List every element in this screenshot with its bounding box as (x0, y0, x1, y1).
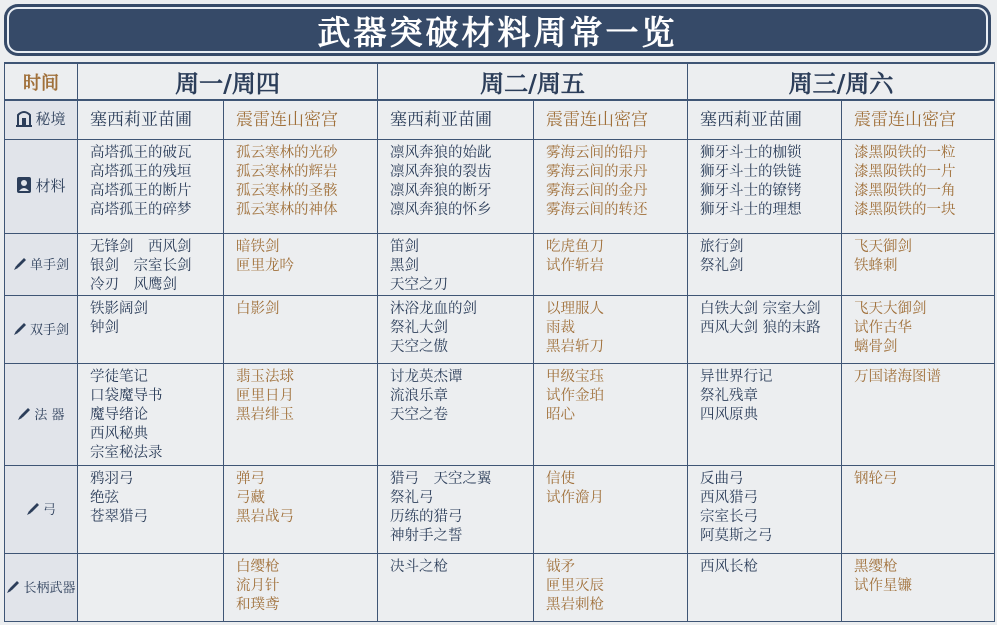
weapon-list (78, 364, 224, 466)
weapon-list (224, 554, 378, 622)
item-text: 冷刃 风鹰剑 (90, 277, 177, 293)
weapon-list (224, 466, 378, 554)
item-text: 四风原典 (700, 407, 759, 423)
material-list (534, 140, 688, 234)
weapon-label-cell (5, 296, 78, 364)
weapon-list (688, 296, 842, 364)
weapon-list (842, 554, 995, 622)
item-text: 白缨枪 (236, 559, 280, 575)
item-text: 匣里龙吟 (236, 258, 294, 274)
item-text: 讨龙英杰谭 (390, 369, 463, 385)
item-text: 祭礼大剑 (390, 320, 449, 336)
item-text: 孤云寒林的圣骸 (236, 183, 338, 199)
header-row (5, 63, 995, 100)
item-text: 试作古华 (854, 320, 913, 336)
material-list (78, 140, 224, 234)
material-list (378, 140, 534, 234)
item-text: 宗室秘法录 (90, 445, 163, 461)
weapon-list (534, 296, 688, 364)
page-title: 武器突破材料周常一览 (317, 12, 678, 52)
item-text: 弓藏 (236, 490, 265, 506)
item-text: 异世界行记 (700, 369, 773, 385)
item-text: 漆黑陨铁的一粒 (854, 145, 956, 161)
item-text: 银剑 宗室长剑 (90, 258, 192, 274)
item-text: 阿莫斯之弓 (700, 528, 773, 544)
weapon-list (688, 364, 842, 466)
weapon-row-claymore (5, 296, 995, 364)
item-text: 高塔孤王的断片 (90, 183, 192, 199)
item-text: 西风秘典 (90, 426, 148, 442)
weapon-type-label: 双手剑 (29, 323, 69, 339)
weapon-list (378, 364, 534, 466)
weapon-type-label: 法 器 (34, 408, 65, 424)
item-text: 飞天御剑 (854, 239, 913, 255)
door-icon (16, 109, 32, 127)
item-text: 西风大剑 狼的末路 (700, 320, 821, 336)
item-text: 凛风奔狼的断牙 (390, 183, 492, 199)
item-text: 铁蜂刺 (854, 258, 898, 274)
item-text: 祭礼弓 (390, 490, 434, 506)
item-text: 孤云寒林的神体 (236, 202, 338, 218)
item-text: 雾海云间的汞丹 (546, 164, 648, 180)
item-text: 学徒笔记 (90, 369, 148, 385)
weapon-type-label: 长柄武器 (23, 581, 76, 597)
item-text: 试作星镰 (854, 578, 913, 594)
weapon-list (842, 296, 995, 364)
weapon-list (224, 234, 378, 296)
day-header-3: 周三/周六 (688, 63, 995, 100)
material-list (224, 140, 378, 234)
item-text: 黑岩刺枪 (546, 597, 605, 613)
claymore-icon (13, 322, 27, 336)
item-text: 铁影阔剑 (90, 301, 148, 317)
realm-name: 塞西莉亚苗圃 (378, 100, 534, 140)
realm-name: 震雷连山密宫 (842, 100, 995, 140)
catalyst-icon (17, 407, 31, 421)
item-text: 信使 (546, 471, 576, 487)
time-label: 时间 (5, 63, 78, 100)
realm-name: 塞西莉亚苗圃 (688, 100, 842, 140)
item-text: 雾海云间的铅丹 (546, 145, 648, 161)
item-text: 以理服人 (546, 301, 605, 317)
weapon-list (224, 364, 378, 466)
weapon-row-sword (5, 234, 995, 296)
material-list (842, 140, 995, 234)
day-header-2: 周二/周五 (378, 63, 688, 100)
weapon-list (534, 466, 688, 554)
materials-row (5, 140, 995, 234)
item-text: 历练的猎弓 (390, 509, 463, 525)
item-text: 试作澹月 (546, 490, 605, 506)
item-text: 匣里日月 (236, 388, 294, 404)
weapon-label-cell (5, 466, 78, 554)
item-text: 暗铁剑 (236, 239, 280, 255)
item-text: 弹弓 (236, 471, 265, 487)
item-text: 无锋剑 西风剑 (90, 239, 192, 255)
item-text: 雨裁 (546, 320, 576, 336)
item-text: 西风猎弓 (700, 490, 759, 506)
weapon-type-label: 单手剑 (29, 258, 69, 274)
realm-label: 秘境 (35, 109, 66, 128)
item-text: 流月针 (236, 578, 280, 594)
item-text: 黑岩斩刀 (546, 339, 605, 355)
weapon-label-cell (5, 364, 78, 466)
weapon-row-bow (5, 466, 995, 554)
weapon-list (534, 234, 688, 296)
item-text: 白铁大剑 宗室大剑 (700, 301, 821, 317)
item-text: 高塔孤王的碎梦 (90, 202, 192, 218)
item-text: 黑岩战弓 (236, 509, 294, 525)
item-text: 天空之刃 (390, 277, 449, 293)
item-text: 黑缨枪 (854, 559, 898, 575)
realm-name: 塞西莉亚苗圃 (78, 100, 224, 140)
item-text: 魔导绪论 (90, 407, 148, 423)
item-text: 口袋魔导书 (90, 388, 163, 404)
item-text: 凛风奔狼的裂齿 (390, 164, 492, 180)
item-text: 钢轮弓 (854, 471, 898, 487)
material-list (688, 140, 842, 234)
weapon-list (688, 554, 842, 622)
item-text: 高塔孤王的残垣 (90, 164, 192, 180)
weekly-table (4, 62, 995, 622)
weapon-list (378, 234, 534, 296)
item-text: 凛风奔狼的怀乡 (390, 202, 492, 218)
weapon-list (224, 296, 378, 364)
item-text: 猎弓 天空之翼 (390, 471, 492, 487)
weapon-list (534, 554, 688, 622)
weapon-list (688, 466, 842, 554)
item-text: 白影剑 (236, 301, 280, 317)
item-text: 旅行剑 (700, 239, 744, 255)
realm-row (5, 100, 995, 140)
item-text: 流浪乐章 (390, 388, 449, 404)
day-header-1: 周一/周四 (78, 63, 378, 100)
item-text: 万国诸海图谱 (854, 369, 942, 385)
item-text: 狮牙斗士的枷锁 (700, 145, 802, 161)
item-text: 昭心 (546, 407, 576, 423)
item-text: 钺矛 (546, 559, 576, 575)
realm-name: 震雷连山密宫 (534, 100, 688, 140)
weapon-list (78, 296, 224, 364)
item-text: 漆黑陨铁的一片 (854, 164, 956, 180)
item-text: 和璞鸢 (236, 597, 280, 613)
weapon-row-catalyst (5, 364, 995, 466)
weapon-list (842, 466, 995, 554)
item-text: 祭礼残章 (700, 388, 759, 404)
item-text: 孤云寒林的光砂 (236, 145, 338, 161)
item-text: 狮牙斗士的镣铐 (700, 183, 802, 199)
materials-label: 材料 (35, 176, 66, 195)
weapon-list (842, 364, 995, 466)
item-text: 匣里灭辰 (546, 578, 605, 594)
item-text: 狮牙斗士的理想 (700, 202, 802, 218)
weapon-list (78, 554, 224, 622)
item-text: 漆黑陨铁的一角 (854, 183, 956, 199)
item-text: 雾海云间的转还 (546, 202, 648, 218)
sword-icon (13, 257, 27, 271)
item-text: 黑岩绯玉 (236, 407, 294, 423)
weapon-type-label: 弓 (42, 503, 56, 519)
title-banner (4, 4, 991, 56)
weapon-list (378, 554, 534, 622)
weapon-row-polearm (5, 554, 995, 622)
item-text: 狮牙斗士的铁链 (700, 164, 802, 180)
badge-icon (16, 176, 32, 194)
item-text: 绝弦 (90, 490, 119, 506)
polearm-icon (6, 580, 20, 594)
item-text: 沐浴龙血的剑 (390, 301, 478, 317)
item-text: 天空之卷 (390, 407, 449, 423)
item-text: 苍翠猎弓 (90, 509, 148, 525)
weapon-list (78, 466, 224, 554)
item-text: 试作斩岩 (546, 258, 605, 274)
item-text: 甲级宝珏 (546, 369, 605, 385)
item-text: 鸦羽弓 (90, 471, 134, 487)
weapon-list (78, 234, 224, 296)
item-text: 宗室长弓 (700, 509, 759, 525)
realm-name: 震雷连山密宫 (224, 100, 378, 140)
item-text: 孤云寒林的辉岩 (236, 164, 338, 180)
item-text: 天空之傲 (390, 339, 449, 355)
item-text: 反曲弓 (700, 471, 744, 487)
item-text: 高塔孤王的破瓦 (90, 145, 192, 161)
item-text: 漆黑陨铁的一块 (854, 202, 956, 218)
item-text: 决斗之枪 (390, 559, 449, 575)
item-text: 笛剑 (390, 239, 420, 255)
weapon-list (534, 364, 688, 466)
weapon-list (378, 466, 534, 554)
item-text: 试作金珀 (546, 388, 605, 404)
item-text: 翡玉法球 (236, 369, 294, 385)
weapon-list (378, 296, 534, 364)
item-text: 神射手之誓 (390, 528, 463, 544)
item-text: 西风长枪 (700, 559, 759, 575)
item-text: 吃虎鱼刀 (546, 239, 605, 255)
weapon-label-cell (5, 554, 78, 622)
bow-icon (26, 502, 40, 516)
weapon-list (842, 234, 995, 296)
item-text: 黑剑 (390, 258, 420, 274)
realm-label-cell (5, 100, 78, 140)
item-text: 飞天大御剑 (854, 301, 927, 317)
materials-label-cell (5, 140, 78, 234)
item-text: 钟剑 (90, 320, 119, 336)
item-text: 祭礼剑 (700, 258, 744, 274)
item-text: 雾海云间的金丹 (546, 183, 648, 199)
item-text: 凛风奔狼的始龀 (390, 145, 492, 161)
item-text: 螭骨剑 (854, 339, 898, 355)
weapon-list (688, 234, 842, 296)
weapon-label-cell (5, 234, 78, 296)
